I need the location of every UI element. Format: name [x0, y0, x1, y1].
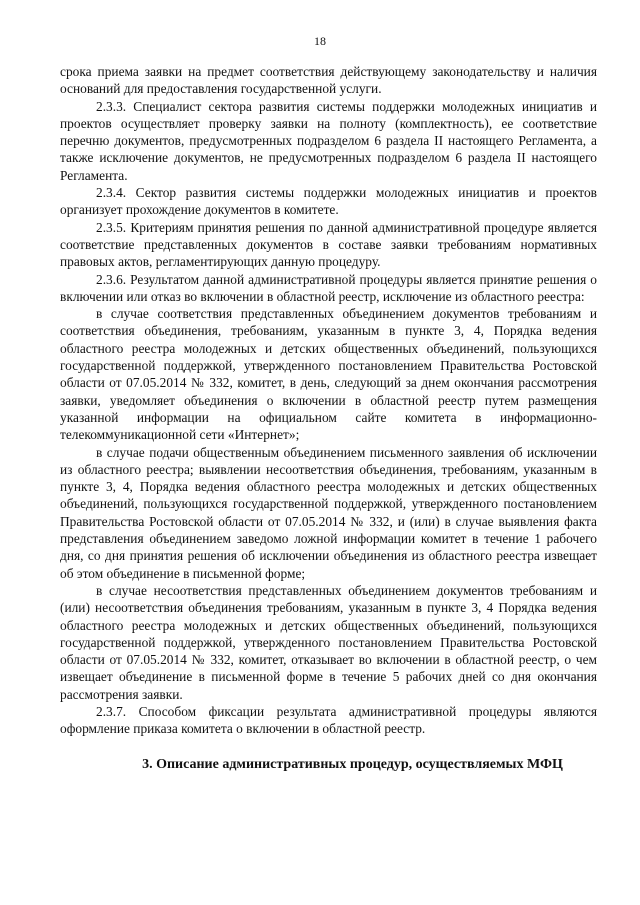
paragraph-continuation: срока приема заявки на предмет соответствия действующему законодательству и наличия оснований для предоставления государственной услуги. [60, 64, 597, 97]
paragraph-2-3-6: 2.3.6. Результатом данной административной процедуры является принятие решения о включении или отказ во включении в областной реестр, исключение из областного реестра: [60, 271, 597, 304]
page-number: 18 [314, 34, 326, 48]
paragraph-case-exclusion: в случае подачи общественным объединением письменного заявления об исключении из областного реестра; выявлении несоответствия объединения, требованиям, указанным в пункте 3, 4, Порядка ведения областного реестра молодежных и детских общественных объединений, пользующихся государственной поддержкой, утвержденного постановлением Правительства Ростовской области от 07.05.2014 № 332, и (или) в случае выявления факта представления объединением заведомо ложной информации комитет в течение 1 рабочего дня, со дня принятия решения об исключении объединения из областного реестра извещает об этом объединение в письменной форме; [60, 444, 597, 581]
paragraph-2-3-7: 2.3.7. Способом фиксации результата административной процедуры являются оформление приказа комитета о включении в областной реестр. [60, 703, 597, 737]
paragraph-2-3-4: 2.3.4. Сектор развития системы поддержки молодежных инициатив и проектов организует прохождение документов в комитете. [60, 185, 597, 218]
paragraph-case-inclusion: в случае соответствия представленных объединением документов требованиям и соответствия объединения, требованиям, указанным в пункте 3, 4, Порядка ведения областного реестра молодежных и детских общественных объединений, пользующихся государственной поддержкой, утвержденного постановлением Правительства Ростовской области от 07.05.2014 № 332, комитет, в день, следующий за днем окончания рассмотрения заявки, уведомляет объединения о включении в областной реестр путем размещения указанной информации на официальном сайте комитета в информационно-телекоммуникационной сети «Интернет»; [60, 306, 597, 443]
paragraph-2-3-3: 2.3.3. Специалист сектора развития системы поддержки молодежных инициатив и проектов осуществляет проверку заявки на полноту (комплектность), ее соответствие перечню документов, предусмотренных подразделом 6 раздела II настоящего Регламента, а также исключение документов, не предусмотренных подразделом 6 раздела II настоящего Регламента. [60, 98, 597, 183]
section-heading: 3. Описание административных процедур, осуществляемых МФЦ [142, 756, 563, 772]
paragraph-case-refusal: в случае несоответствия представленных объединением документов требованиям и (или) несоответствия объединения требованиям, указанным в пункте 3, 4 Порядка ведения областного реестра молодежных и детских общественных объединений, пользующихся государственной поддержкой, утвержденного постановлением Правительства Ростовской области от 07.05.2014 № 332, комитет, отказывает во включении в областной реестр, о чем извещает объединение в письменной форме в течение 5 рабочих дней со дня окончания рассмотрения заявки. [60, 582, 597, 702]
document-body [60, 63, 597, 773]
paragraph-2-3-5: 2.3.5. Критериям принятия решения по данной административной процедуре является соответствие представленных документов в составе заявки требованиям нормативных правовых актов, регламентирующих данную процедуру. [60, 219, 597, 270]
